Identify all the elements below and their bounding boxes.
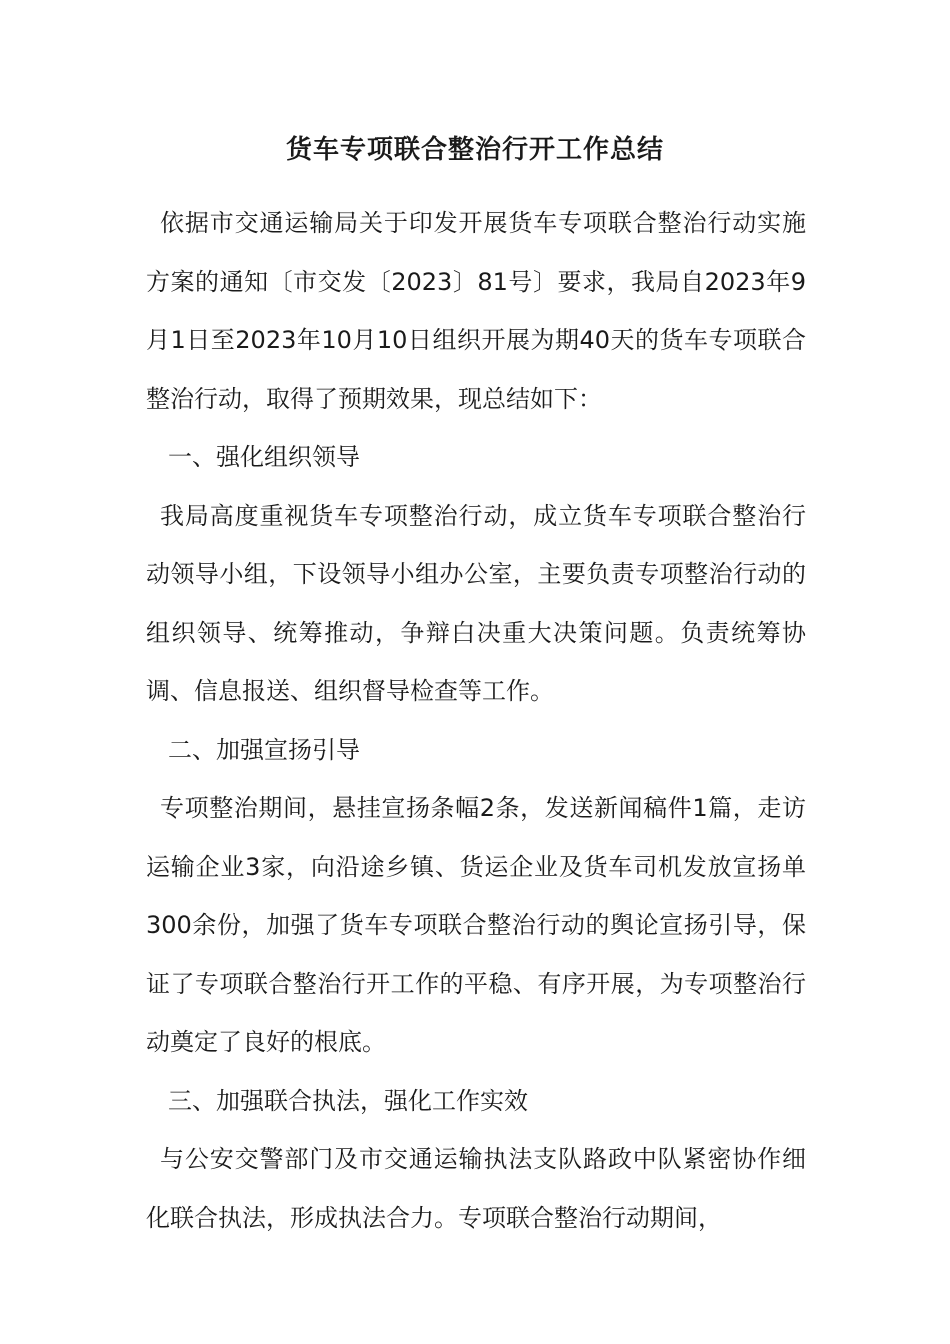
section-heading-3: 三、加强联合执法，强化工作实效 [168, 1086, 528, 1115]
section-heading-2: 二、加强宣扬引导 [168, 735, 360, 764]
document-body [146, 194, 806, 1247]
section-heading-1: 一、强化组织领导 [168, 443, 360, 471]
document-title: 货车专项联合整治行开工作总结 [285, 135, 664, 165]
section-3-paragraph: 与公安交警部门及市交通运输执法支队路政中队紧密协作细化联合执法，形成执法合力。专项联合整治行动期间， [146, 1145, 806, 1232]
intro-paragraph: 依据市交通运输局关于印发开展货车专项联合整治行动实施方案的通知〔市交发〔2023〕81号〕要求，我局自2023年9月1日至2023年10月10日组织开展为期40天的货车专项联合整治行动，取得了预期效果，现总结如下： [146, 209, 806, 413]
section-2-paragraph: 专项整治期间，悬挂宣扬条幅2条，发送新闻稿件1篇，走访运输企业3家，向沿途乡镇、货运企业及货车司机发放宣扬单300余份，加强了货车专项联合整治行动的舆论宣扬引导，保证了专项联合整治行开工作的平稳、有序开展，为专项整治行动奠定了良好的根底。 [146, 794, 806, 1056]
section-1-paragraph: 我局高度重视货车专项整治行动，成立货车专项联合整治行动领导小组，下设领导小组办公室，主要负责专项整治行动的组织领导、统筹推动，争辩白决重大决策问题。负责统筹协调、信息报送、组织督导检查等工作。 [146, 501, 806, 705]
